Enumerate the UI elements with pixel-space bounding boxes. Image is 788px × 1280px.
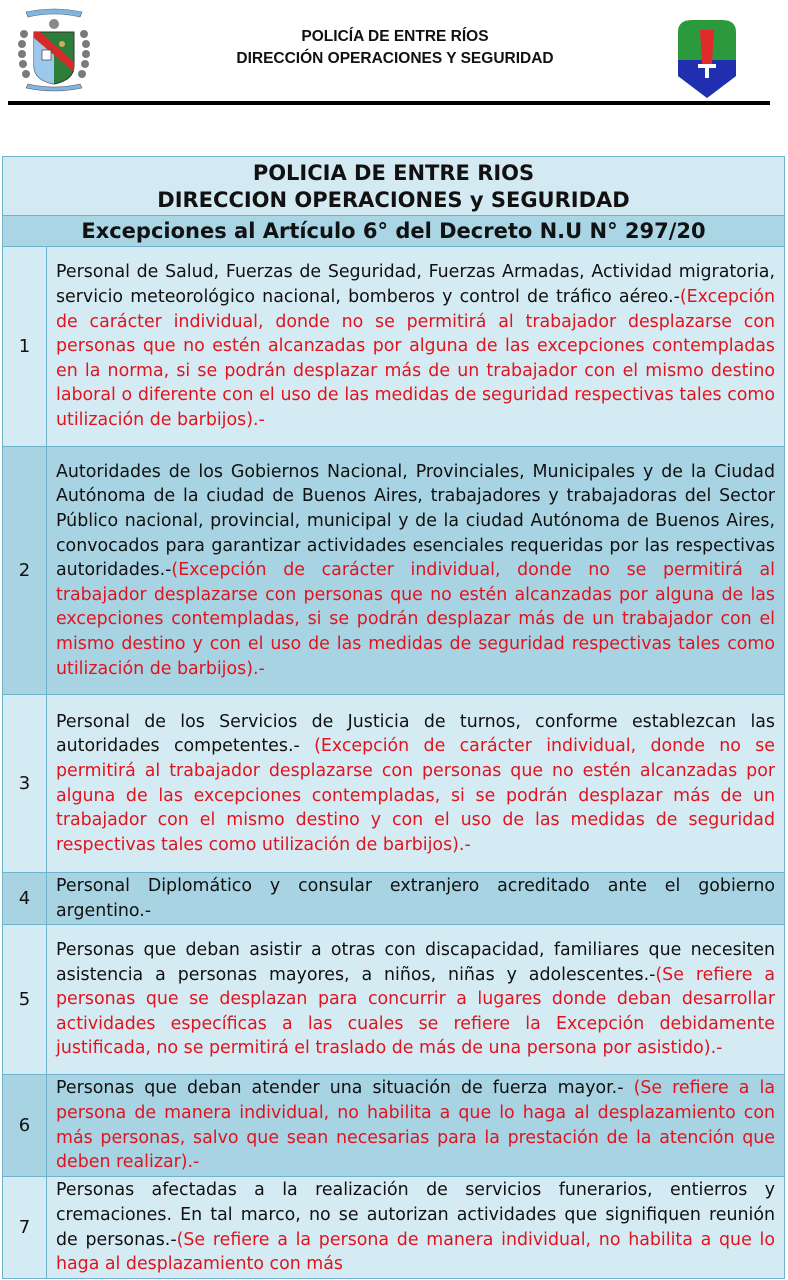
letterhead-title	[180, 26, 610, 70]
row-number: 2	[3, 447, 47, 695]
row-text	[47, 1177, 785, 1279]
row-number: 1	[3, 247, 47, 447]
table-subtitle: Excepciones al Artículo 6° del Decreto N.U N° 297/20	[3, 216, 785, 247]
row-main-text: Personas que deban asistir a otras con discapacidad, familiares que necesiten asistencia a personas mayores, a niños, niñas y adolescentes.-	[56, 940, 775, 985]
row-main-text: Personas que deban atender una situación de fuerza mayor.-	[56, 1078, 634, 1099]
table-title-line1: POLICIA DE ENTRE RIOS	[252, 161, 535, 185]
letterhead	[0, 0, 788, 110]
table-row	[3, 695, 785, 873]
table-row	[3, 1177, 785, 1279]
shield-logo-icon	[672, 16, 742, 100]
row-text	[47, 925, 785, 1075]
row-text	[47, 247, 785, 447]
table-row	[3, 1075, 785, 1177]
row-main-text: Personal de los Servicios de Justicia de turnos, conforme establezcan las autoridades competentes.-	[56, 711, 775, 757]
table-row	[3, 873, 785, 925]
table-title-line2: DIRECCION OPERACIONES y SEGURIDAD	[157, 188, 630, 212]
coat-of-arms-icon	[14, 4, 94, 96]
row-note: (Excepción de carácter individual, donde no se permitirá al trabajador desplazarse con personas que no estén alcanzadas por alguna de las excepciones contempladas en la norma, si se podrán desplazar más de un trabajador con el mismo destino laboral o diferente con el uso de las medidas de seguridad respectivas tales como utilización de barbijos).-	[56, 287, 775, 430]
row-note: (Se refiere a personas que se desplazan para concurrir a lugares donde deban desarrollar actividades específicas a las cuales se refiere la Excepción debidamente justificada, no se permitirá el traslado de más de una persona por asistido).-	[56, 964, 776, 1059]
row-note: (Excepción de carácter individual, donde no se permitirá al trabajador desplazarse con personas que no estén alcanzadas por alguna de las excepciones contempladas, si se podrán desplazar más de un trabajador con el mismo destino y con el uso de las medidas de seguridad respectivas tales como utilización de barbijos).-	[56, 560, 775, 679]
row-number: 3	[3, 695, 47, 873]
letterhead-line2: DIRECCIÓN OPERACIONES Y SEGURIDAD	[236, 50, 554, 67]
row-note: (Excepción de carácter individual, donde no se permitirá al trabajador desplazarse con personas que no estén alcanzadas por alguna de las excepciones contempladas, si se podrán desplazar más de un trabajador con el mismo destino y con el uso de las medidas de seguridad respectivas tales como utilización de barbijos).-	[56, 736, 775, 855]
table-row	[3, 447, 785, 695]
row-main-text: Autoridades de los Gobiernos Nacional, Provinciales, Municipales y de la Ciudad Autónoma de la ciudad de Buenos Aires, trabajadores y trabajadoras del Sector Público nacional, provincial, municipal y de la ciudad Autónoma de Buenos Aires, convocados para garantizar actividades esenciales requeridas por las respectivas autoridades.-	[56, 461, 775, 581]
row-note: (Se refiere a la persona de manera individual, no habilita a que lo haga al desplazamiento con más personas, salvo que sean necesarias para la prestación de la atención que deben realizar).-	[56, 1078, 775, 1173]
row-text	[47, 1075, 785, 1177]
table-row	[3, 925, 785, 1075]
letterhead-line1: POLICÍA DE ENTRE RÍOS	[301, 28, 489, 45]
row-text	[47, 447, 785, 695]
row-number: 4	[3, 873, 47, 925]
exceptions-table	[2, 156, 785, 1279]
row-note: (Se refiere a la persona de manera individual, no habilita a que lo haga al desplazamiento con más	[56, 1229, 775, 1275]
row-main-text: Personas afectadas a la realización de servicios funerarios, entierros y cremaciones. En tal marco, no se autorizan actividades que signifiquen reunión de personas.-	[56, 1180, 775, 1250]
row-number: 7	[3, 1177, 47, 1279]
row-main-text: Personal Diplomático y consular extranjero acreditado ante el gobierno argentino.-	[56, 875, 775, 921]
row-text	[47, 695, 785, 873]
row-main-text: Personal de Salud, Fuerzas de Seguridad, Fuerzas Armadas, Actividad migratoria, servicio meteorológico nacional, bomberos y control de tráfico aéreo.-	[56, 262, 775, 308]
row-number: 6	[3, 1075, 47, 1177]
row-text	[47, 873, 785, 925]
row-number: 5	[3, 925, 47, 1075]
table-title	[3, 157, 785, 216]
letterhead-divider	[8, 101, 770, 105]
table-row	[3, 247, 785, 447]
